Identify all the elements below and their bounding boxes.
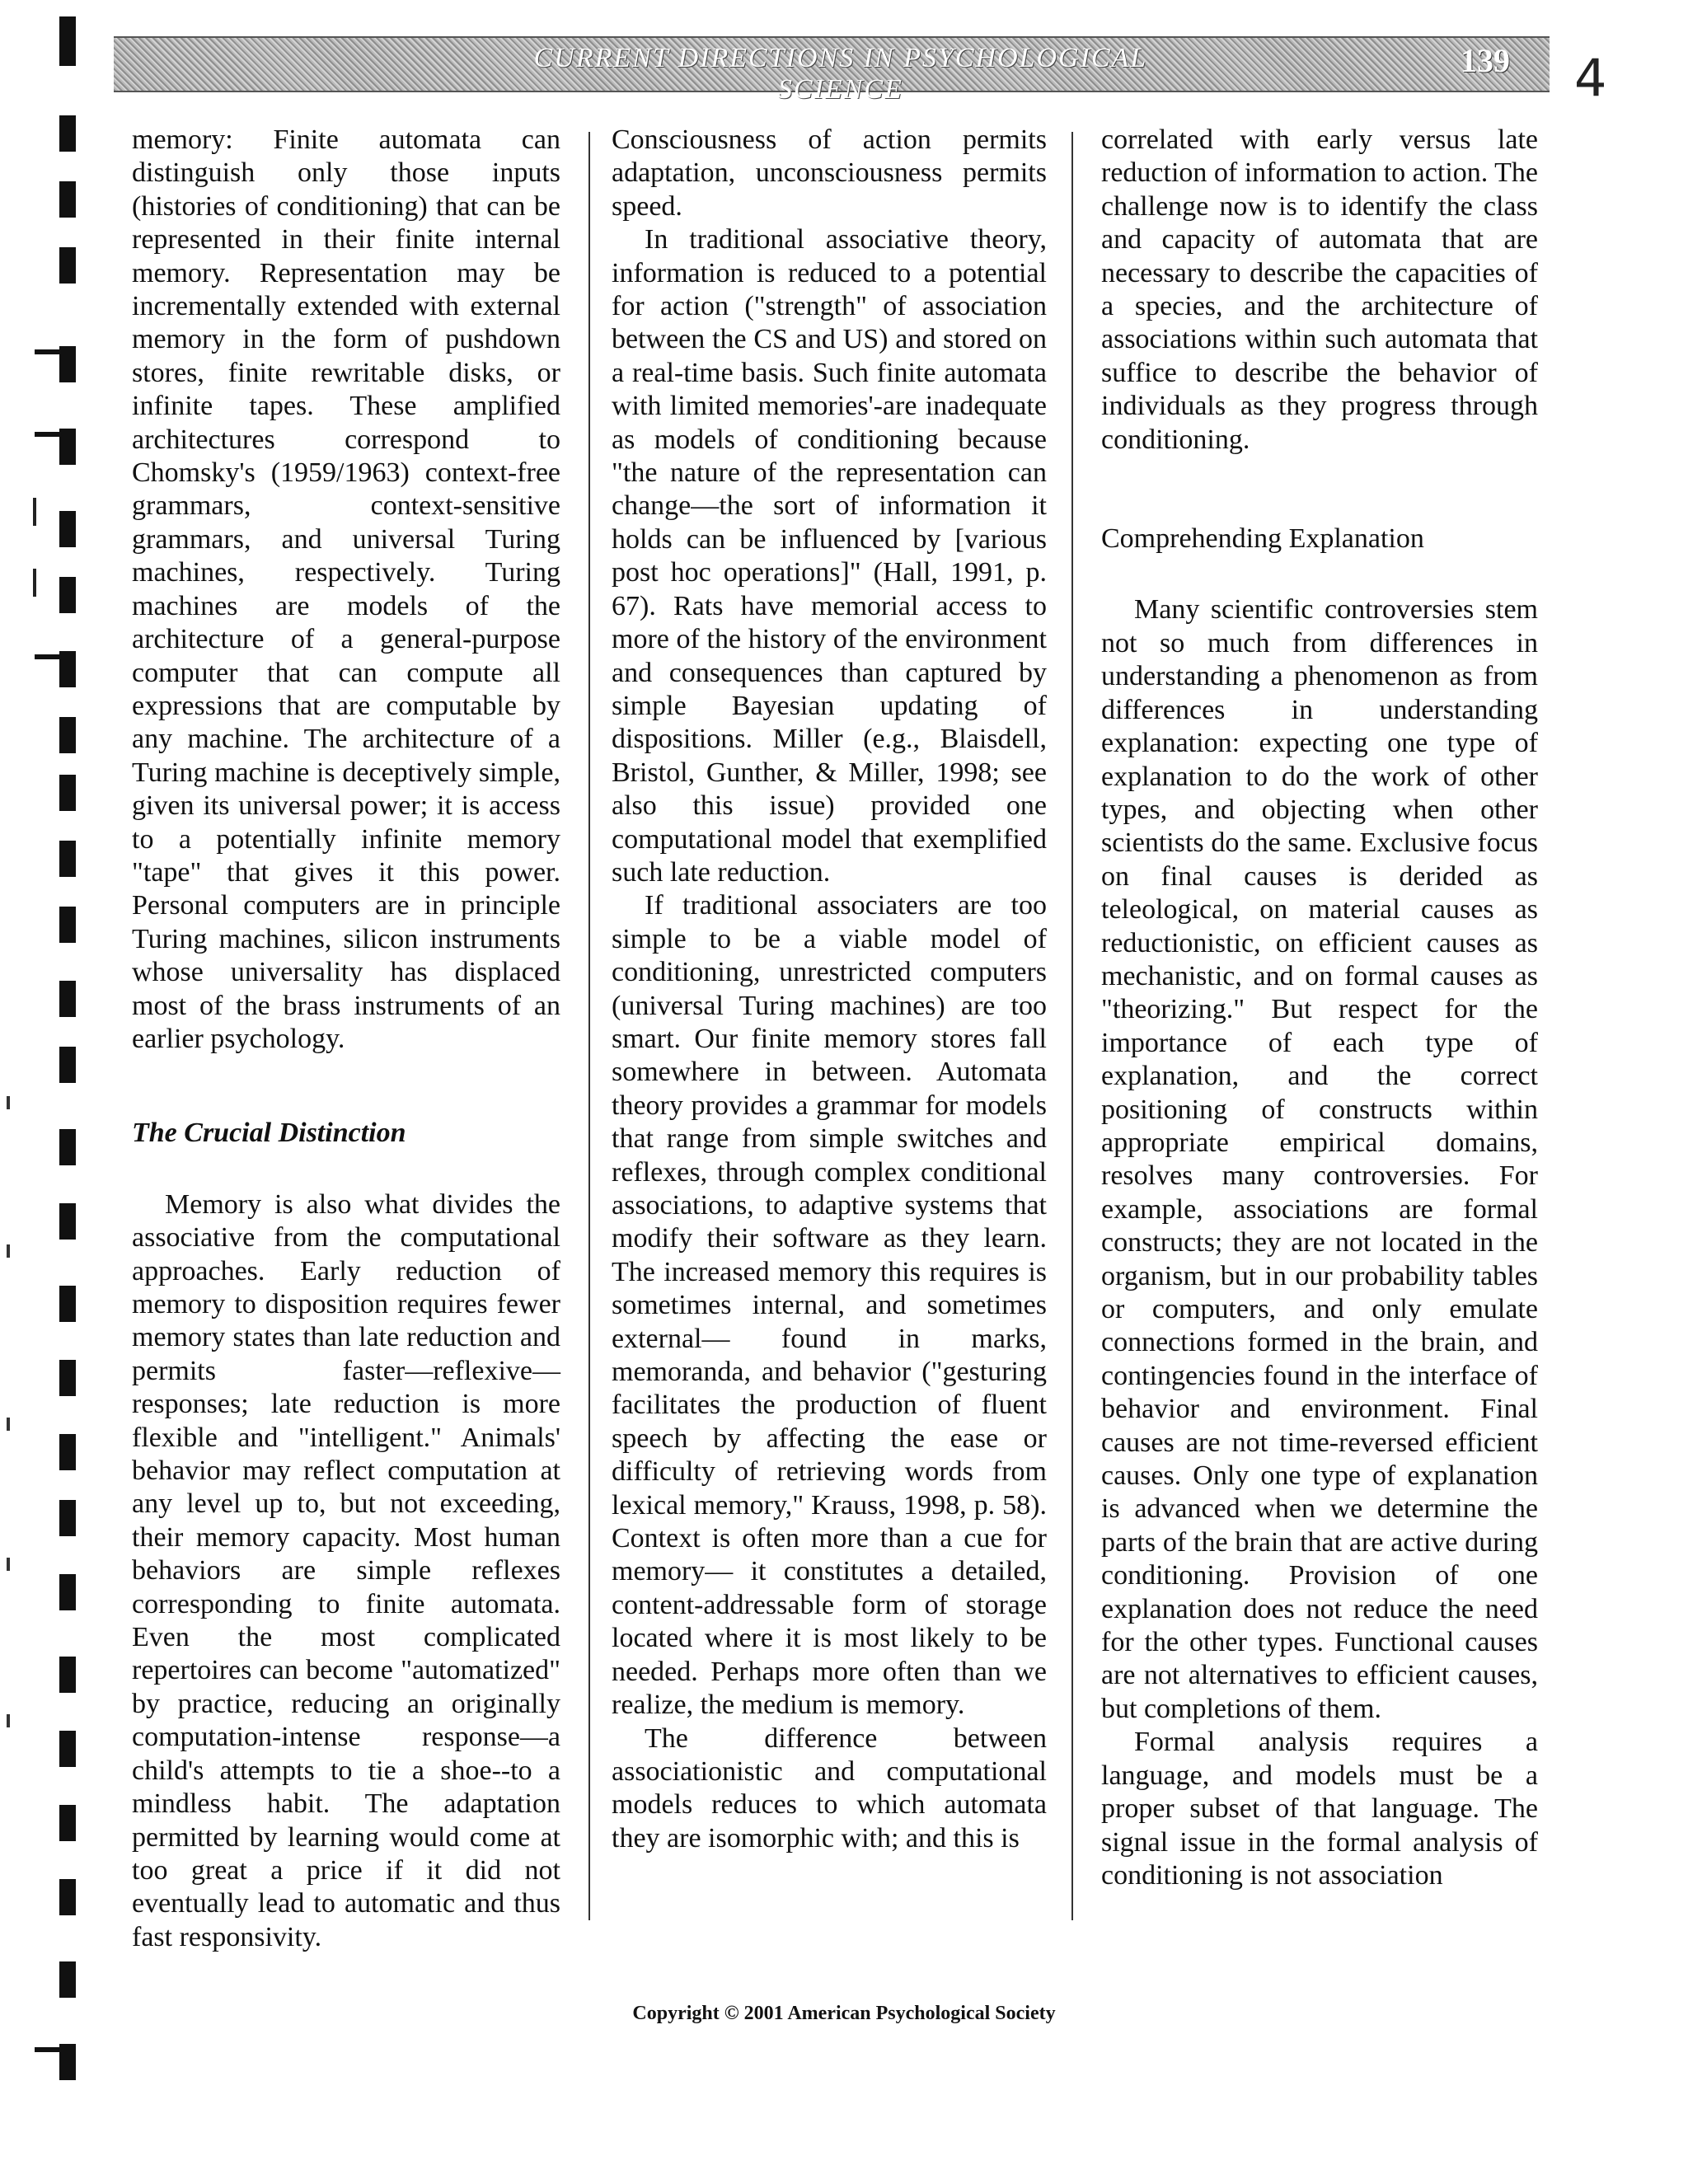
binding-stem	[33, 498, 36, 526]
binding-hole	[59, 1203, 76, 1240]
paragraph: If traditional associaters are too simple to be a viable model of conditioning, unrestricted computers (universal Turing machines) are too smart. Our finite memory stores fall somewhere in between. Automata theory provides a grammar for models that range from simple switches and reflexes, through complex conditional associations, to adaptive systems that modify their software as they learn. The increased memory this requires is sometimes internal, and sometimes external— found in marks, memoranda, and behavior ("gesturing facilitates the production of fluent speech by affecting the ease or difficulty of retrieving words from lexical memory," Krauss, 1998, p. 58). Context is often more than a cue for memory— it constitutes a detailed, content-addressable form of storage located where it is most likely to be needed. Perhaps more often than we realize, the medium is memory.	[612, 890, 1047, 1721]
binding-hole	[59, 981, 76, 1017]
binding-speck	[7, 1558, 10, 1571]
binding-hole	[59, 717, 76, 753]
binding-hole	[59, 577, 76, 613]
binding-hole	[59, 1731, 76, 1767]
binding-hole	[59, 841, 76, 877]
binding-speck	[7, 1418, 10, 1431]
binding-hole	[59, 1657, 76, 1693]
binding-hole	[59, 181, 76, 218]
text-column-right	[1101, 124, 1538, 1892]
binding-hole	[59, 907, 76, 943]
binding-hole	[59, 16, 76, 66]
copyright-footer: Copyright © 2001 American Psychological Society	[632, 2003, 1056, 2024]
binding-hole	[59, 1500, 76, 1536]
binding-speck	[7, 1714, 10, 1727]
column-divider	[588, 132, 590, 1920]
paragraph: Memory is also what divides the associative from the computational approaches. Early reduction of memory to disposition requires fewer memory states than late reduction and permits faster—reflexive— responses; late reduction is more flexible and "intelligent." Animals' behavior may reflect computation at any level up to, but not exceeding, their memory capacity. Most human behaviors are simple reflexes corresponding to finite automata. Even the most complicated repertoires can become "automatized" by practice, reducing an originally computation-intense response—a child's attempts to tie a shoe--to a mindless habit. The adaptation permitted by learning would come at too great a price if it did not eventually lead to automatic and thus fast responsivity.	[132, 1188, 560, 1952]
binding-speck	[7, 1096, 10, 1109]
binding-hook	[35, 432, 68, 437]
binding-hole	[59, 775, 76, 811]
paragraph: Consciousness of action permits adaptation, unconsciousness permits speed.	[612, 124, 1047, 222]
paragraph: correlated with early versus late reduction of information to action. The challenge now is to identify the class and capacity of automata that are necessary to describe the capacities of a species, and the architecture of associations within such automata that suffice to describe the behavior of individuals as they progress through conditioning.	[1101, 124, 1539, 455]
binding-hole	[59, 1574, 76, 1610]
binding-hole	[59, 1805, 76, 1841]
handwritten-corner-mark: 4	[1574, 48, 1607, 108]
paragraph: In traditional associative theory, information is reduced to a potential for action ("strength" of association between the CS and US) and stored on a real-time basis. Such finite automata with limited memories'-are inadequate as models of conditioning because "the nature of the representation can change—the sort of information it holds can be influenced by [various post hoc operations]" (Hall, 1991, p. 67). Rats have memorial access to more of the history of the environment and consequences than captured by simple Bayesian updating of dispositions. Miller (e.g., Blaisdell, Bristol, Gunther, & Miller, 1998; see also this issue) provided one computational model that exemplified such late reduction.	[612, 224, 1047, 888]
paragraph: memory: Finite automata can distinguish only those inputs (histories of conditioning) that can be represented in their finite internal memory. Representation may be incrementally extended with external memory in the form of pushdown stores, finite rewritable disks, or infinite tapes. These amplified architectures correspond to Chomsky's (1959/1963) context-free grammars, context-sensitive grammars, and universal Turing machines, respectively. Turing machines are models of the architecture of a general-purpose computer that can compute all expressions that are computable by any machine. The architecture of a Turing machine is deceptively simple, given its universal power; it is access to a potentially infinite memory "tape" that gives it this power. Personal computers are in principle Turing machines, silicon instruments whose universality has displaced most of the brass instruments of an earlier psychology.	[132, 124, 560, 1054]
binding-hole	[59, 115, 76, 152]
binding-hole	[59, 1879, 76, 1915]
text-column-left	[132, 124, 560, 1954]
binding-speck	[7, 1244, 10, 1258]
binding-stem	[33, 569, 36, 597]
section-heading: Comprehending Explanation	[1101, 523, 1424, 555]
binding-hook	[35, 654, 68, 659]
binding-hole	[59, 247, 76, 284]
binding-hook	[35, 349, 68, 354]
spiral-binding-marks	[0, 0, 91, 2184]
column-divider	[1071, 132, 1073, 1920]
binding-hole	[59, 1129, 76, 1165]
binding-hole	[59, 1961, 76, 1998]
binding-hole	[59, 511, 76, 547]
journal-title: CURRENT DIRECTIONS IN PSYCHOLOGICAL SCIENCE	[533, 43, 1148, 105]
text-column-middle	[612, 124, 1047, 1855]
page-number: 139	[1461, 42, 1510, 79]
binding-hole	[59, 1360, 76, 1396]
binding-hole	[59, 1434, 76, 1470]
section-heading: The Crucial Distinction	[132, 1118, 406, 1149]
binding-hole	[59, 1286, 76, 1322]
paragraph: Many scientific controversies stem not so much from differences in understanding a phenomenon as from differences in understanding explanation: expecting one type of explanation to do the work of other types, and objecting when other scientists do the same. Exclusive focus on final causes is derided as teleological, on material causes as reductionistic, on efficient causes as mechanistic, and on formal causes as "theorizing." But respect for the importance of each type of explanation, and the correct positioning of constructs within appropriate empirical domains, resolves many controversies. For example, associations are formal constructs; they are not located in the organism, but in our probability tables or computers, and only emulate connections formed in the brain, and contingencies found in the interface of behavior and environment. Final causes are not time-reversed efficient causes. Only one type of explanation is advanced when we determine the parts of the brain that are active during conditioning. Provision of one explanation does not reduce the need for the other types. Functional causes are not alternatives to efficient causes, but completions of them.	[1101, 594, 1538, 1724]
binding-hook	[35, 2047, 68, 2052]
paragraph: The difference between associationistic and computational models reduces to which automata they are isomorphic with; and this is	[612, 1722, 1047, 1854]
paragraph: Formal analysis requires a language, and models must be a proper subset of that language. The signal issue in the formal analysis of conditioning is not association	[1101, 1727, 1538, 1891]
binding-hole	[59, 1047, 76, 1083]
